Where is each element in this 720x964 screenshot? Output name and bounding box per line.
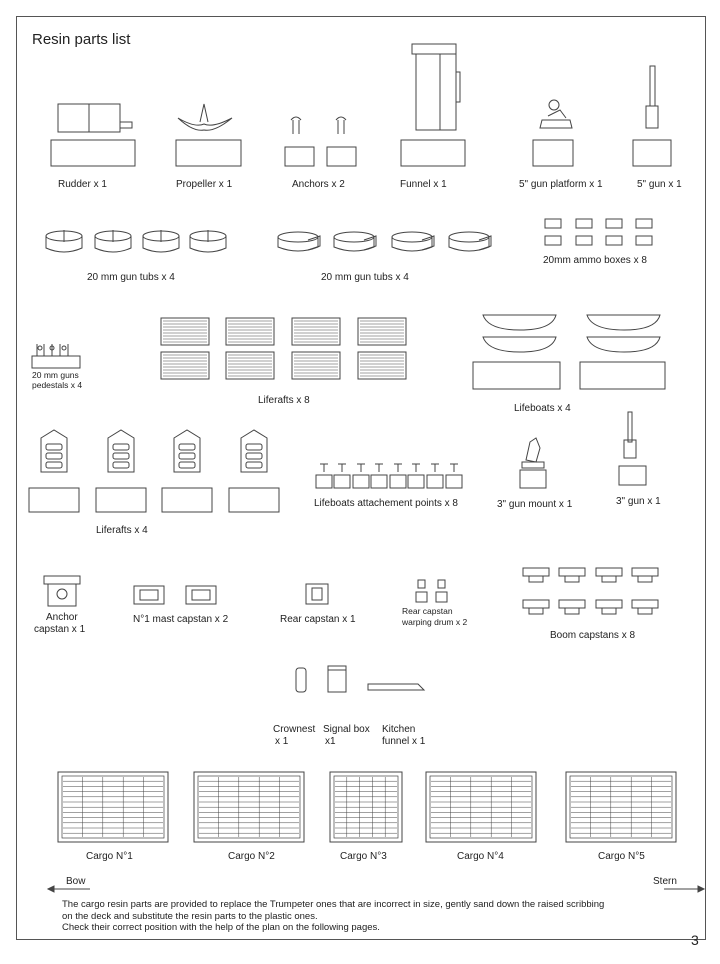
liferafts-8-part xyxy=(161,318,406,379)
bow-label: Bow xyxy=(66,876,86,887)
instruction-note xyxy=(62,899,682,934)
gun-tubs-right xyxy=(278,232,491,251)
gun5-part xyxy=(633,66,671,166)
anchor-capstan-label-1: Anchor xyxy=(46,612,78,623)
page-title: Resin parts list xyxy=(32,31,131,48)
warping-label-2: warping drum x 2 xyxy=(402,617,468,627)
lifeboats-part xyxy=(473,315,665,389)
gun3-part xyxy=(619,412,646,485)
note-line-3: Check their correct position with the help of the plan on the following pages. xyxy=(62,922,380,933)
boom-capstans-part xyxy=(523,568,658,614)
anchors-part xyxy=(285,117,356,166)
pedestals-label-2: pedestals x 4 xyxy=(32,380,83,390)
page-number: 3 xyxy=(691,932,699,948)
crownest-label-2: x 1 xyxy=(275,736,289,747)
rudder-label: Rudder x 1 xyxy=(58,179,107,190)
anchors-label: Anchors x 2 xyxy=(292,179,345,190)
gun5-label: 5" gun x 1 xyxy=(637,179,682,190)
gun-tubs-right-label: 20 mm gun tubs x 4 xyxy=(321,272,409,283)
kitchen-label-1: Kitchen xyxy=(382,724,416,735)
propeller-label: Propeller x 1 xyxy=(176,179,233,190)
anchor-capstan-part xyxy=(44,576,80,606)
warping-drum-part xyxy=(416,580,447,602)
cargo4-label: Cargo N°4 xyxy=(457,851,504,862)
rear-capstan-label: Rear capstan x 1 xyxy=(280,614,356,625)
liferafts-4-label: Liferafts x 4 xyxy=(96,525,148,536)
funnel-label: Funnel x 1 xyxy=(400,179,447,190)
signal-box-label-2: x1 xyxy=(325,736,336,747)
cargo1-label: Cargo N°1 xyxy=(86,851,133,862)
ammo-boxes-part xyxy=(545,219,652,245)
gun-mount3-part xyxy=(520,438,546,488)
note-line-2: on the deck and substitute the resin parts to the plastic ones. xyxy=(62,910,318,922)
pedestals-label-1: 20 mm guns xyxy=(32,370,79,380)
rudder-part xyxy=(51,104,135,166)
gun-platform-part xyxy=(533,100,573,166)
mast-capstan-part xyxy=(134,586,216,604)
gun-tubs-left xyxy=(46,230,226,252)
gun3-label: 3" gun x 1 xyxy=(616,496,661,507)
mast-capstan-label: N°1 mast capstan x 2 xyxy=(133,614,229,625)
kitchen-funnel-part xyxy=(368,684,424,690)
crownest-label-1: Crownest xyxy=(273,724,316,735)
gun-tubs-left-label: 20 mm gun tubs x 4 xyxy=(87,272,175,283)
warping-label-1: Rear capstan xyxy=(402,606,453,616)
funnel-part xyxy=(401,44,465,166)
liferafts-4-part xyxy=(29,430,279,512)
kitchen-label-2: funnel x 1 xyxy=(382,736,426,747)
gun-mount3-label: 3" gun mount x 1 xyxy=(497,499,573,510)
gun-platform-label: 5" gun platform x 1 xyxy=(519,179,603,190)
cargo-parts xyxy=(58,772,676,842)
ammo-boxes-label: 20mm ammo boxes x 8 xyxy=(543,255,647,266)
liferafts-8-label: Liferafts x 8 xyxy=(258,395,310,406)
propeller-part xyxy=(176,104,241,166)
pedestals-part xyxy=(32,344,80,368)
cargo5-label: Cargo N°5 xyxy=(598,851,645,862)
cargo3-label: Cargo N°3 xyxy=(340,851,387,862)
stern-label: Stern xyxy=(653,876,677,887)
boom-capstans-label: Boom capstans x 8 xyxy=(550,630,636,641)
cargo2-label: Cargo N°2 xyxy=(228,851,275,862)
anchor-capstan-label-2: capstan x 1 xyxy=(34,624,86,635)
signal-box-part xyxy=(328,666,346,692)
lifeboats-label: Lifeboats x 4 xyxy=(514,403,571,414)
note-line-1: The cargo resin parts are provided to replace the Trumpeter ones that are incorrect in size, gently sand down the raised scribbing xyxy=(62,899,605,910)
rear-capstan-part xyxy=(306,584,328,604)
crownest-part xyxy=(296,668,306,692)
attach-points-part xyxy=(316,464,462,488)
attach-points-label: Lifeboats attachement points x 8 xyxy=(314,498,458,509)
signal-box-label-1: Signal box xyxy=(323,724,370,735)
